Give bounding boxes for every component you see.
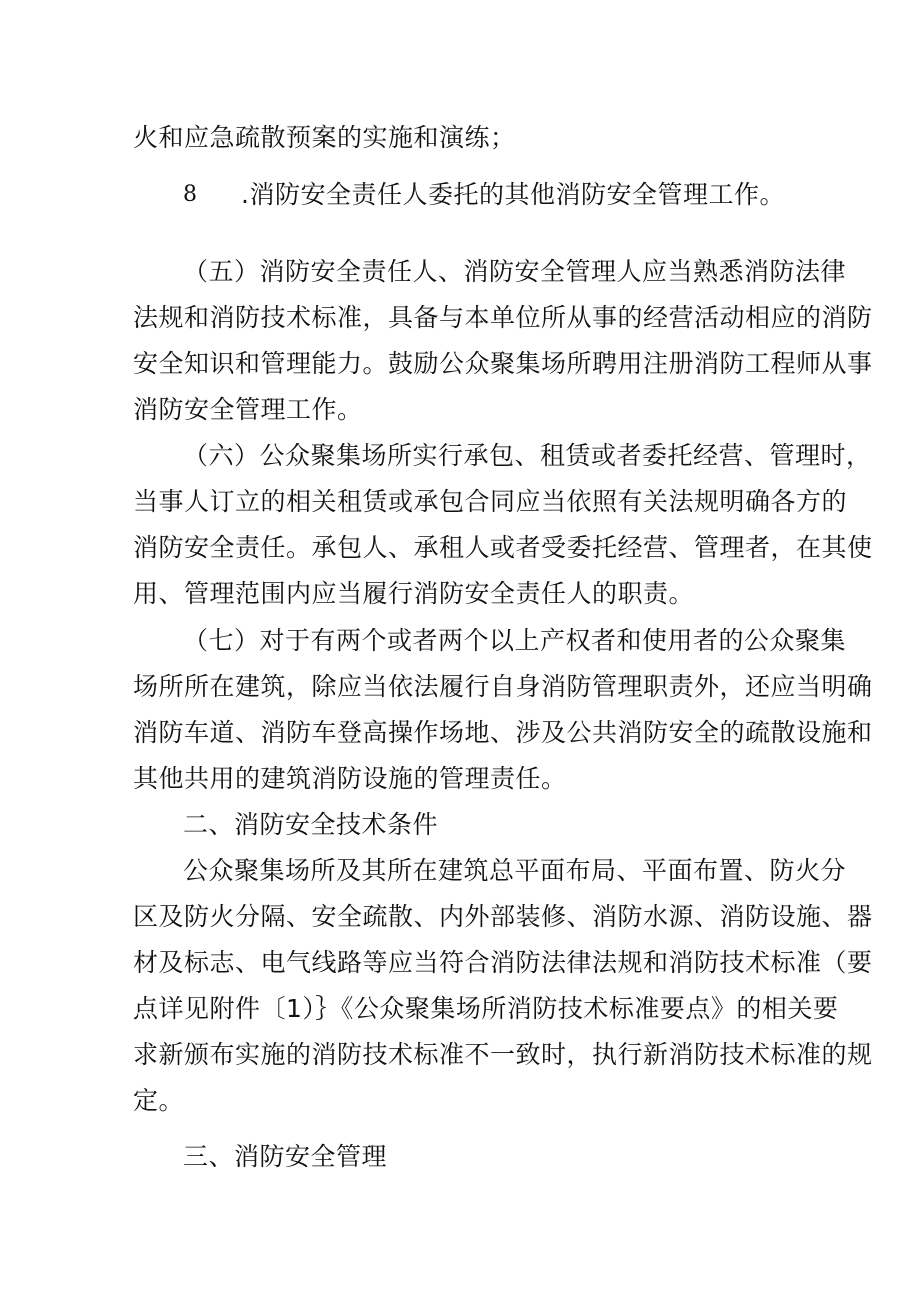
text-line: 定。 (133, 1086, 185, 1115)
text-line: 消防安全责任。承包人、承租人或者受委托经营、管理者，在其使 (133, 533, 873, 562)
text-line: 安全知识和管理能力。鼓励公众聚集场所聘用注册消防工程师从事 (133, 349, 873, 378)
section-heading: 二、消防安全技术条件 (183, 810, 439, 839)
text-line: 场所所在建筑，除应当依法履行自身消防管理职责外，还应当明确 (133, 672, 873, 701)
text-line: 火和应急疏散预案的实施和演练； (133, 123, 516, 152)
text-line: 用、管理范围内应当履行消防安全责任人的职责。 (133, 579, 695, 608)
text-line: （六）公众聚集场所实行承包、租赁或者委托经营、管理时， (183, 441, 872, 470)
text-line: （七）对于有两个或者两个以上产权者和使用者的公众聚集 (183, 626, 847, 655)
item-number: 8 (183, 182, 198, 207)
text-line: 区及防火分隔、安全疏散、内外部装修、消防水源、消防设施、器 (133, 902, 873, 931)
text-line: 其他共用的建筑消防设施的管理责任。 (133, 764, 567, 793)
section-heading: 三、消防安全管理 (183, 1142, 388, 1171)
text-line: .消防安全责任人委托的其他消防安全管理工作。 (241, 180, 785, 209)
text-line: 法规和消防技术标准，具备与本单位所从事的经营活动相应的消防 (133, 303, 873, 332)
text-line: 公众聚集场所及其所在建筑总平面布局、平面布置、防火分 (183, 856, 847, 885)
text-line: 求新颁布实施的消防技术标准不一致时，执行新消防技术标准的规 (133, 1040, 873, 1069)
text-line: 消防安全管理工作。 (133, 395, 363, 424)
text-line: 点详见附件〔1）｝《公众聚集场所消防技术标准要点》的相关要 (133, 994, 839, 1023)
text-line: 材及标志、电气线路等应当符合消防法律法规和消防技术标准（要 (133, 948, 873, 977)
text-line: 消防车道、消防车登高操作场地、涉及公共消防安全的疏散设施和 (133, 718, 873, 747)
text-line: （五）消防安全责任人、消防安全管理人应当熟悉消防法律 (183, 257, 847, 286)
text-line: 当事人订立的相关租赁或承包合同应当依照有关法规明确各方的 (133, 487, 848, 516)
